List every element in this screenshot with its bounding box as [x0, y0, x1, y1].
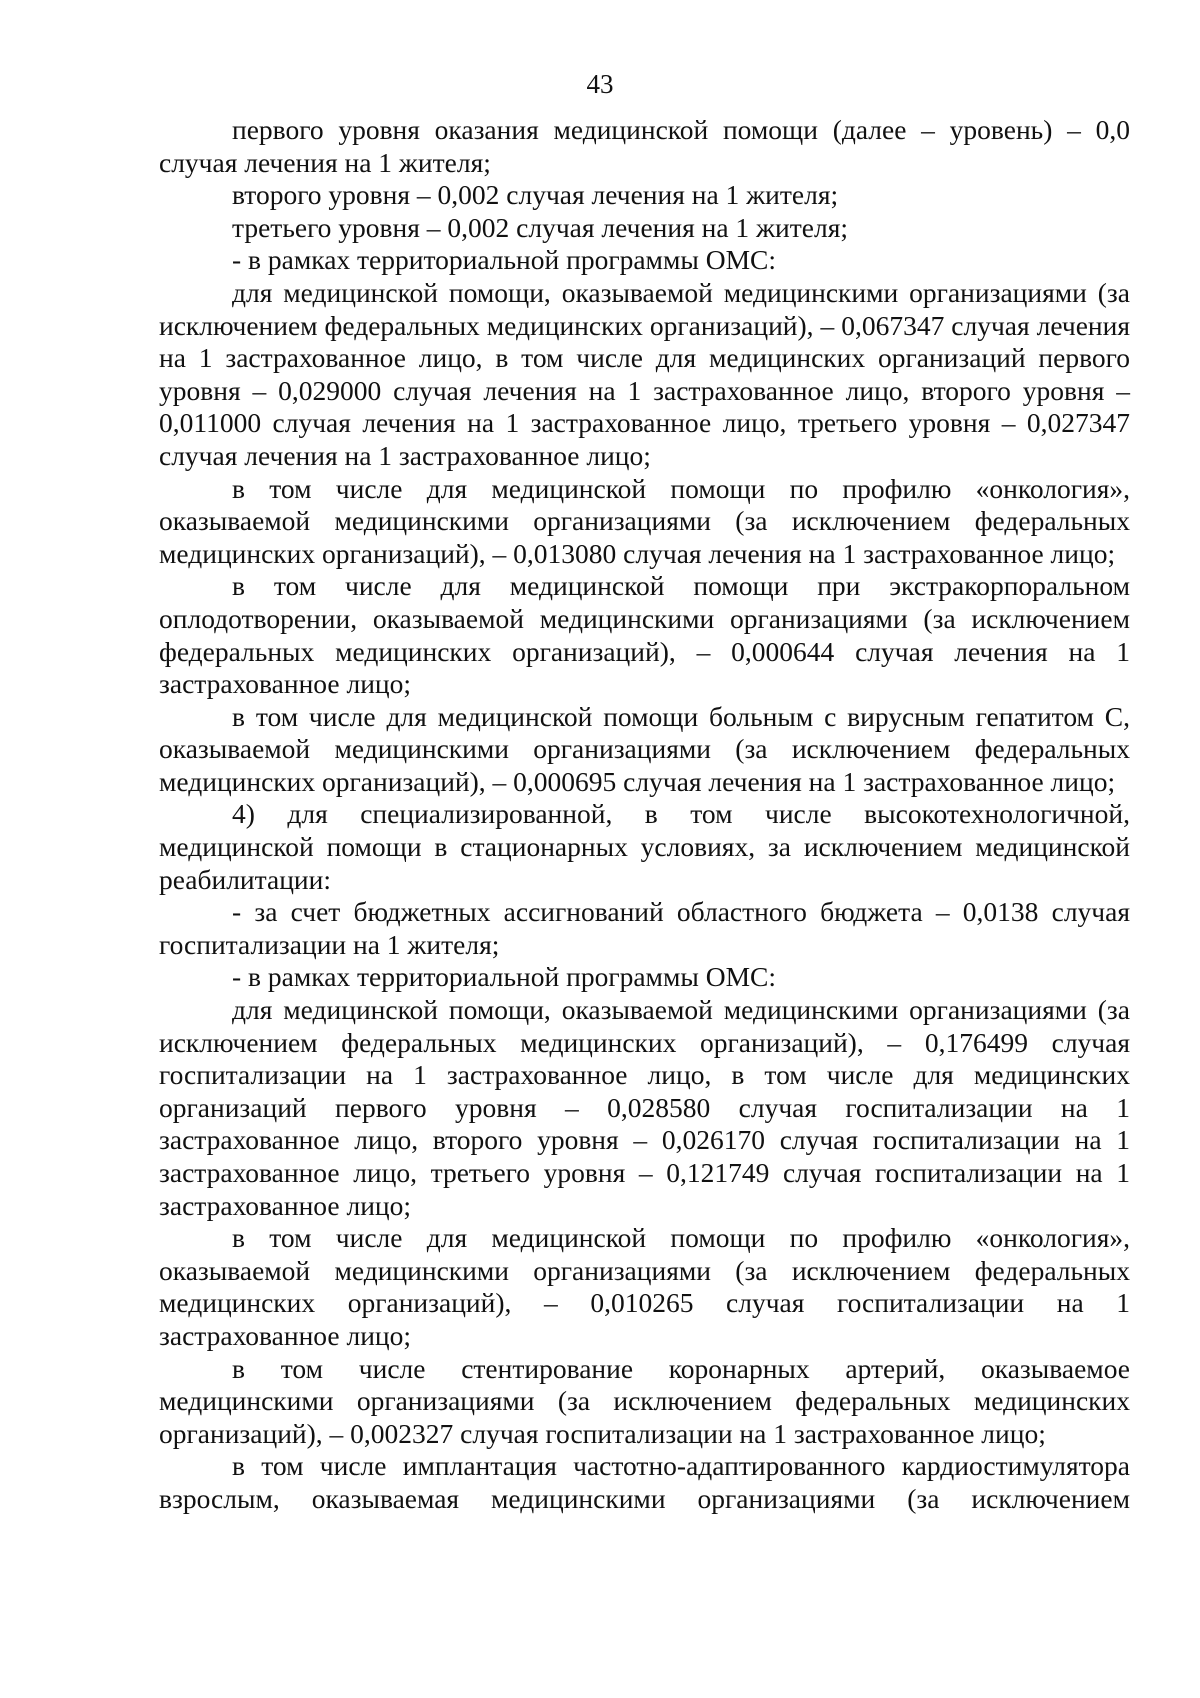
paragraph: первого уровня оказания медицинской помощи (далее – уровень) – 0,0 случая лечения на 1 жителя; [159, 114, 1130, 178]
paragraph: в том числе для медицинской помощи больным с вирусным гепатитом С, оказываемой медицинскими организациями (за исключением федеральных медицинских организаций), – 0,000695 случая лечения на 1 застрахованное лицо; [159, 700, 1130, 797]
paragraph: в том числе для медицинской помощи по профилю «онкология», оказываемой медицинскими организациями (за исключением федеральных медицинских организаций), – 0,010265 случая госпитализации на 1 застрахованное лицо; [159, 1222, 1130, 1351]
paragraph: в том числе для медицинской помощи по профилю «онкология», оказываемой медицинскими организациями (за исключением федеральных медицинских организаций), – 0,013080 случая лечения на 1 застрахованное лицо; [159, 472, 1130, 569]
paragraph: в том числе для медицинской помощи при экстракорпоральном оплодотворении, оказываемой медицинскими организациями (за исключением федеральных медицинских организаций), – 0,000644 случая лечения на 1 застрахованное лицо; [159, 570, 1130, 700]
paragraph: 4) для специализированной, в том числе высокотехнологичной, медицинской помощи в стационарных условиях, за исключением медицинской реабилитации: [159, 798, 1130, 895]
paragraph: для медицинской помощи, оказываемой медицинскими организациями (за исключением федеральных медицинских организаций), – 0,067347 случая лечения на 1 застрахованное лицо, в том числе для медицинских организаций первого уровня – 0,029000 случая лечения на 1 застрахованное лицо, второго уровня – 0,011000 случая лечения на 1 застрахованное лицо, третьего уровня – 0,027347 случая лечения на 1 застрахованное лицо; [159, 276, 1130, 471]
paragraph: второго уровня – 0,002 случая лечения на 1 жителя; [232, 179, 839, 211]
document-body [159, 114, 1130, 1516]
paragraph: для медицинской помощи, оказываемой медицинскими организациями (за исключением федеральных медицинских организаций), – 0,176499 случая госпитализации на 1 застрахованное лицо, в том числе для медицинских организаций первого уровня – 0,028580 случая госпитализации на 1 застрахованное лицо, второго уровня – 0,026170 случая госпитализации на 1 застрахованное лицо, третьего уровня – 0,121749 случая госпитализации на 1 застрахованное лицо; [159, 994, 1130, 1221]
paragraph: третьего уровня – 0,002 случая лечения на 1 жителя; [232, 211, 848, 243]
paragraph: - за счет бюджетных ассигнований областного бюджета – 0,0138 случая госпитализации на 1 жителя; [159, 896, 1130, 960]
page-number: 43 [586, 69, 614, 99]
paragraph: в том числе имплантация частотно-адаптированного кардиостимулятора взрослым, оказываемая медицинскими организациями (за исключением [159, 1450, 1130, 1514]
paragraph: - в рамках территориальной программы ОМС: [232, 244, 777, 276]
paragraph: - в рамках территориальной программы ОМС: [232, 961, 777, 993]
paragraph: в том числе стентирование коронарных артерий, оказываемое медицинскими организациями (за исключением федеральных медицинских организаций), – 0,002327 случая госпитализации на 1 застрахованное лицо; [159, 1352, 1130, 1449]
